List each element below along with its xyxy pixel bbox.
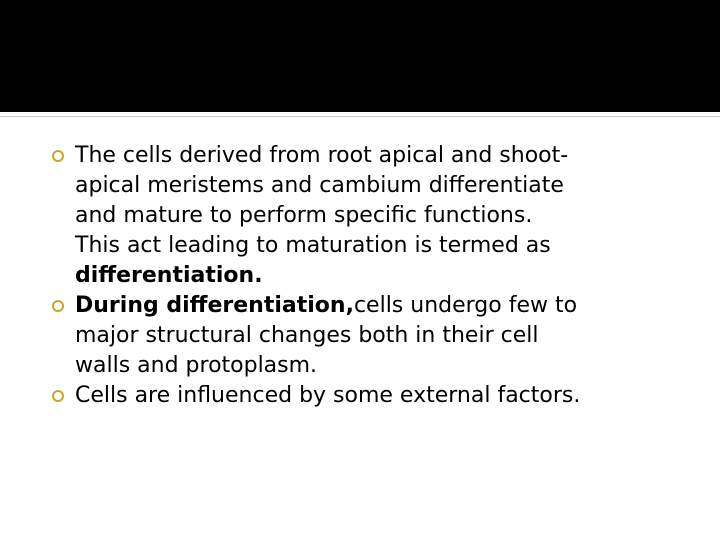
bold-term: differentiation.	[75, 263, 263, 288]
bullet-text-line: major structural changes both in their cell	[75, 323, 539, 348]
bullet-text-line: and mature to perform specific functions.	[75, 203, 533, 228]
bullet-list	[52, 141, 702, 411]
bullet-text-line: cells undergo few to	[353, 293, 578, 318]
bullet-text-line: This act leading to maturation is termed as	[75, 233, 551, 258]
bullet-item	[52, 291, 702, 381]
bullet-text-line: The cells derived from root apical and shoot-	[75, 143, 569, 168]
bullet-item	[52, 141, 702, 291]
bullet-item	[52, 381, 702, 411]
title-band	[0, 0, 720, 112]
circle-bullet-icon	[52, 300, 64, 312]
bullet-text-line: walls and protoplasm.	[75, 353, 318, 378]
divider-line	[0, 116, 720, 117]
circle-bullet-icon	[52, 390, 64, 402]
bold-term: During differentiation,	[75, 293, 354, 318]
bullet-text-line: apical meristems and cambium differentiate	[75, 173, 564, 198]
circle-bullet-icon	[52, 150, 64, 162]
bullet-text-line: Cells are influenced by some external factors.	[75, 383, 581, 408]
